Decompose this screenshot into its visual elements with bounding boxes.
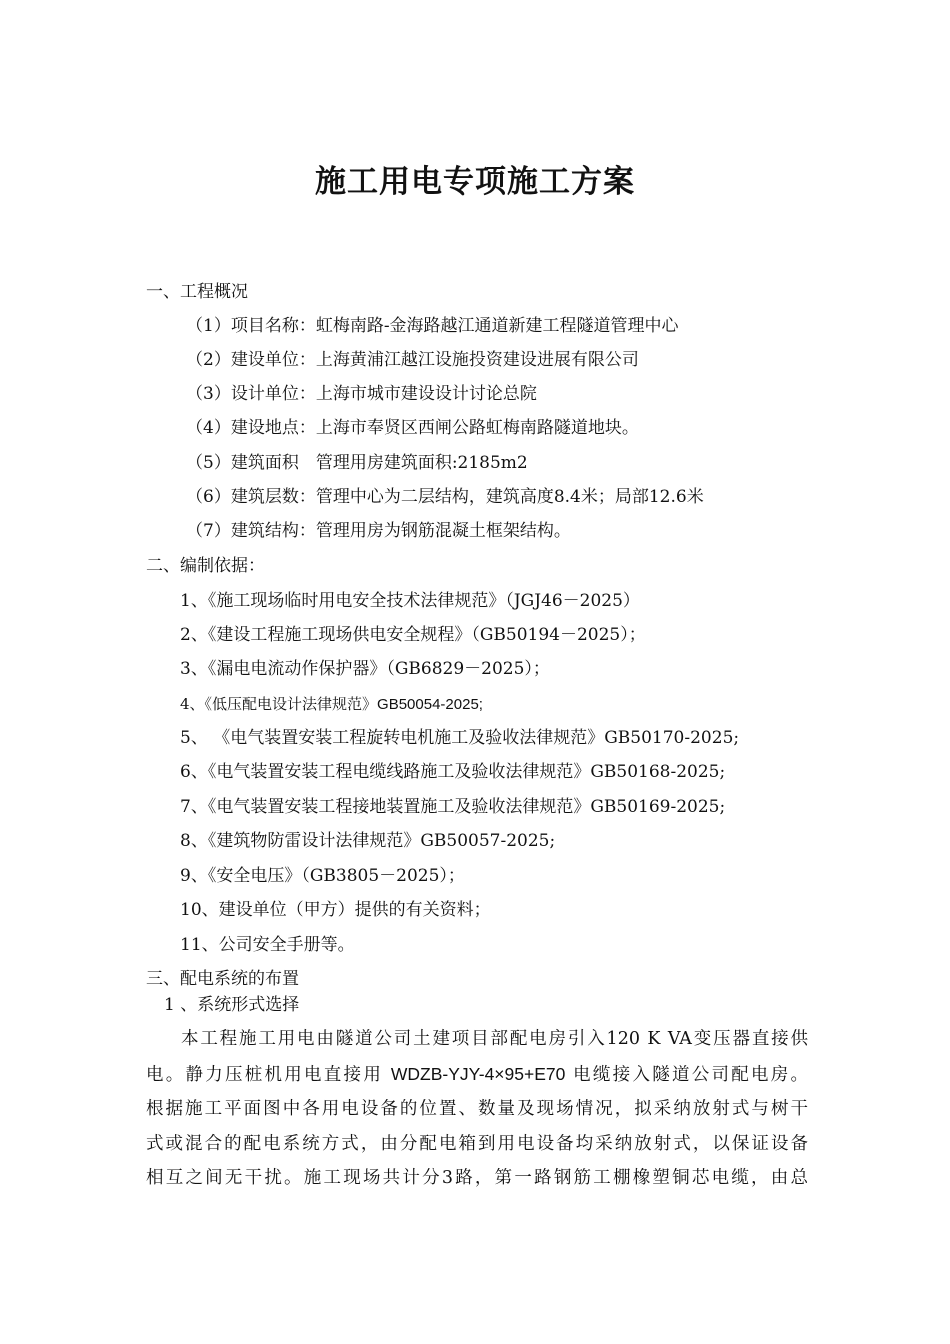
document-title: 施工用电专项施工方案 [315, 164, 635, 200]
paragraph-line: 式或混合的配电系统方式，由分配电箱到用电设备均采纳放射式，以保证设备 [146, 1133, 808, 1154]
basis-ref-7: 7、《电气装置安装工程接地装置施工及验收法律规范》GB50169-2025; [180, 797, 726, 817]
overview-item-area: （5）建筑面积 管理用房建筑面积:2185m2 [186, 453, 528, 473]
paragraph-line: 相互之间无干扰。施工现场共计分3路，第一路钢筋工棚橡塑铜芯电缆，由总 [146, 1168, 808, 1189]
basis-ref-4-title: 4、《低压配电设计法律规范》 [180, 695, 378, 713]
paragraph-line: 本工程施工用电由隧道公司土建项目部配电房引入120 K VA变压器直接供 [181, 1029, 808, 1049]
basis-ref-2: 2、《建设工程施工现场供电安全规程》（GB50194－2025）； [180, 625, 646, 645]
overview-item-project-name: （1）项目名称：虹梅南路-金海路越江通道新建工程隧道管理中心 [186, 316, 679, 336]
basis-ref-11: 11、公司安全手册等。 [180, 935, 355, 955]
basis-ref-4 [180, 692, 483, 717]
paragraph-line: 电。静力压桩机用电直接用 WDZB-YJY-4×95+E70 电缆接入隧道公司配电房。 [146, 1063, 808, 1085]
basis-ref-10: 10、建设单位（甲方）提供的有关资料； [180, 900, 491, 920]
basis-ref-5: 5、 《电气装置安装工程旋转电机施工及验收法律规范》GB50170-2025; [180, 728, 740, 748]
basis-ref-4-code: GB50054-2025; [377, 696, 483, 713]
basis-ref-1: 1、《施工现场临时用电安全技术法律规范》（JGJ46－2025） [180, 591, 640, 611]
paragraph-line: 根据施工平面图中各用电设备的位置、数量及现场情况，拟采纳放射式与树干 [146, 1099, 808, 1120]
overview-item-location: （4）建设地点：上海市奉贤区西闸公路虹梅南路隧道地块。 [186, 418, 639, 438]
subsection-system-form: 1 、系统形式选择 [164, 995, 300, 1015]
section-heading-basis: 二、编制依据： [146, 556, 265, 576]
basis-ref-3: 3、《漏电电流动作保护器》（GB6829－2025）； [180, 659, 550, 679]
section-heading-distribution: 三、配电系统的布置 [146, 969, 299, 989]
basis-ref-9: 9、《安全电压》（GB3805－2025）； [180, 866, 465, 886]
overview-item-designer: （3）设计单位：上海市城市建设设计讨论总院 [186, 384, 537, 404]
section-heading-overview: 一、工程概况 [146, 282, 248, 302]
basis-ref-8: 8、《建筑物防雷设计法律规范》GB50057-2025; [180, 831, 556, 851]
overview-item-owner: （2）建设单位：上海黄浦江越江设施投资建设进展有限公司 [186, 350, 639, 370]
body-paragraph [146, 1022, 808, 1196]
basis-ref-6: 6、《电气装置安装工程电缆线路施工及验收法律规范》GB50168-2025; [180, 762, 726, 782]
overview-item-floors: （6）建筑层数：管理中心为二层结构，建筑高度8.4米；局部12.6米 [186, 487, 704, 507]
cable-spec: WDZB-YJY-4×95+E70 [390, 1063, 566, 1084]
overview-item-structure: （7）建筑结构：管理用房为钢筋混凝土框架结构。 [186, 521, 571, 541]
